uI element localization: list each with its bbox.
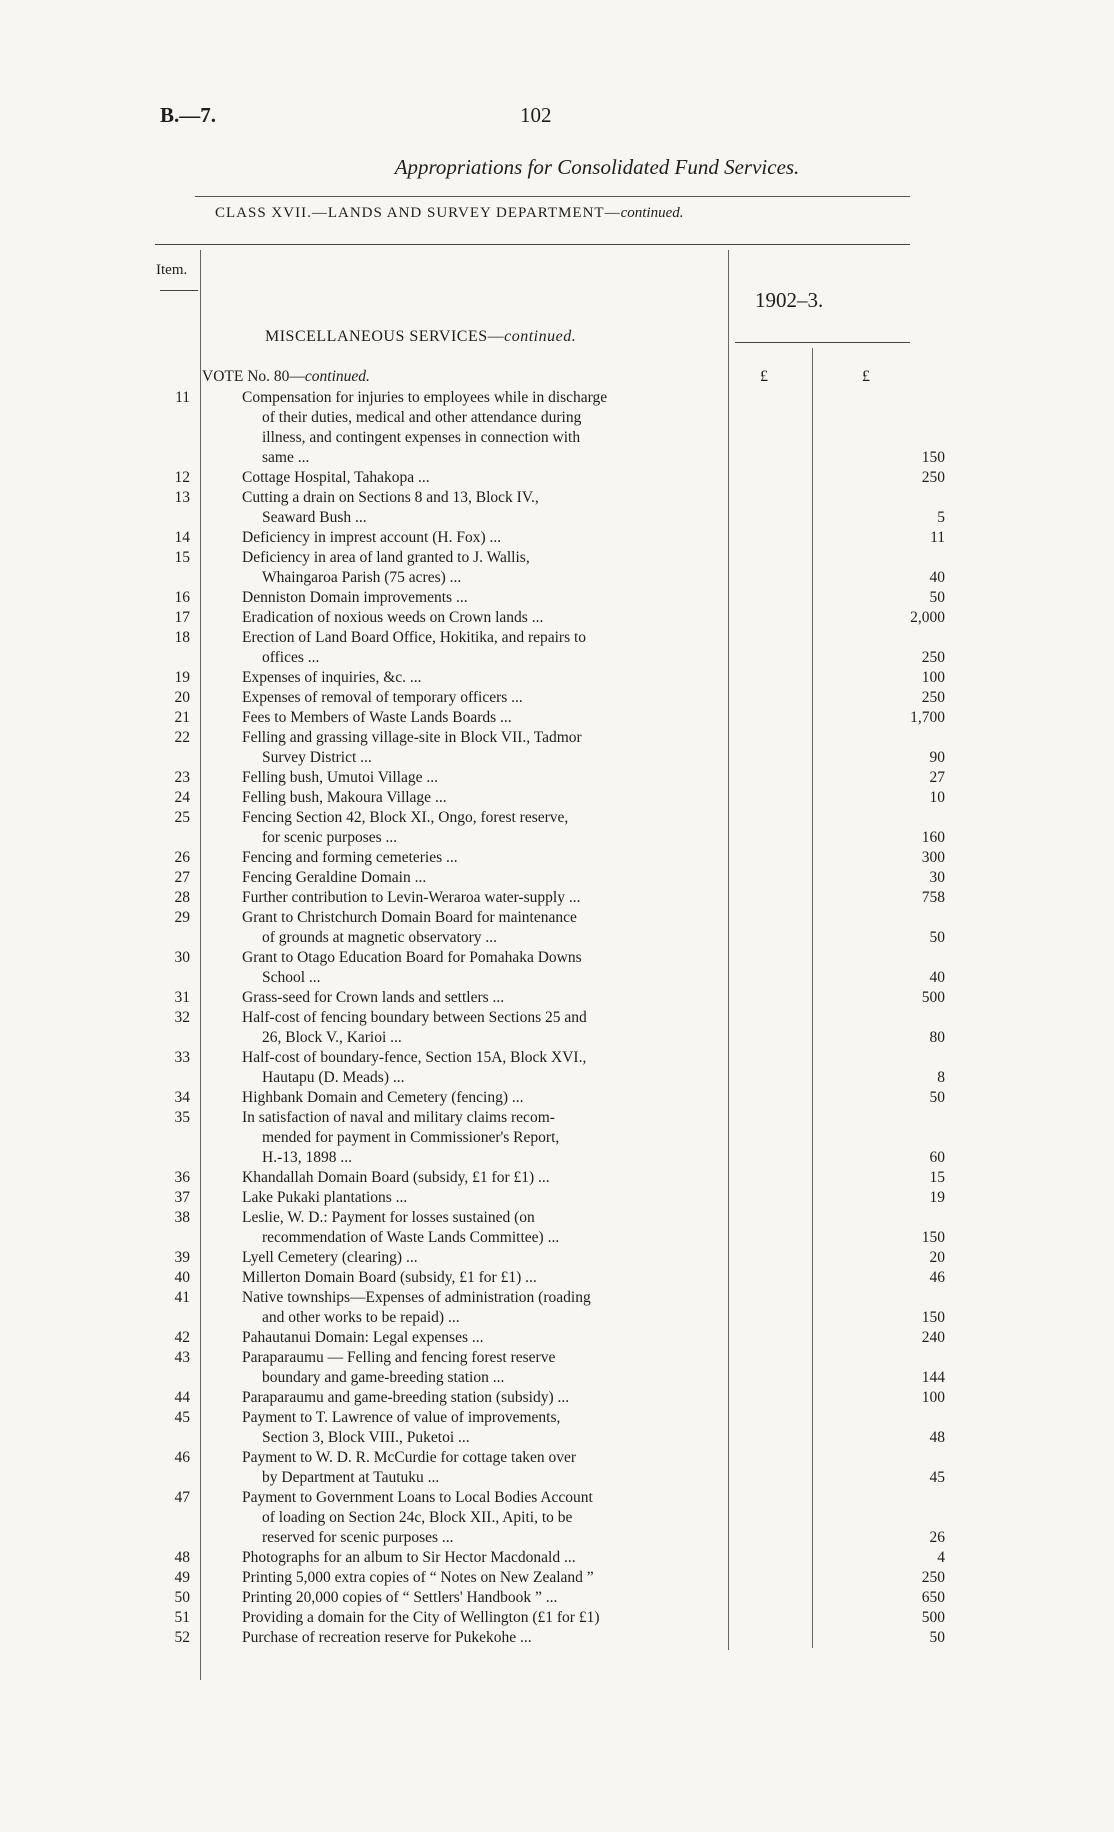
list-item [150,868,945,888]
item-number: 21 [174,709,190,726]
item-description [242,848,872,868]
list-item [150,688,945,708]
list-item [150,1008,945,1048]
item-number: 15 [174,549,190,566]
item-description-line: Fees to Members of Waste Lands Boards ... [242,709,512,726]
item-amount: 40 [929,969,945,986]
divider [155,244,910,245]
item-description [242,1208,872,1248]
item-number: 51 [174,1609,190,1626]
item-amount: 100 [921,1389,945,1406]
list-item [150,1568,945,1588]
item-amount: 30 [929,869,945,886]
list-item [150,1608,945,1628]
item-description-line: H.-13, 1898 ... [262,1149,352,1166]
list-item [150,668,945,688]
item-number: 52 [174,1629,190,1646]
item-description-line: boundary and game-breeding station ... [262,1369,505,1386]
item-number: 16 [174,589,190,606]
item-amount: 5 [937,509,945,526]
list-item [150,1388,945,1408]
list-item [150,768,945,788]
item-amount: 500 [921,1609,945,1626]
item-description [242,1168,872,1188]
item-amount: 45 [929,1469,945,1486]
item-amount: 4 [937,1549,945,1566]
item-description-line: Eradication of noxious weeds on Crown lands ... [242,609,544,626]
item-amount: 144 [921,1369,945,1386]
item-description [242,1588,872,1608]
list-item [150,948,945,988]
list-item [150,1088,945,1108]
item-column-header: Item. [156,262,188,278]
list-item [150,1048,945,1088]
item-description [242,948,872,988]
item-description-line: Whaingaroa Parish (75 acres) ... [262,569,462,586]
item-number: 20 [174,689,190,706]
item-description-line: Expenses of removal of temporary officers ... [242,689,523,706]
item-amount: 2,000 [910,609,945,626]
item-description-line: Photographs for an album to Sir Hector Macdonald ... [242,1549,576,1566]
list-item [150,548,945,588]
item-description [242,1328,872,1348]
list-item [150,1588,945,1608]
currency-header: £ [862,368,870,385]
item-amount: 80 [929,1029,945,1046]
item-number: 18 [174,629,190,646]
item-amount: 50 [929,589,945,606]
class-heading [215,205,683,222]
year-heading: 1902–3. [755,288,824,312]
item-amount: 15 [929,1169,945,1186]
item-description-line: illness, and contingent expenses in connection with [262,429,581,446]
item-number: 31 [174,989,190,1006]
item-description [242,1088,872,1108]
item-number: 24 [174,789,190,806]
item-description [242,988,872,1008]
list-item [150,1548,945,1568]
item-number: 37 [174,1189,190,1206]
item-number: 22 [174,729,190,746]
item-description-line: Deficiency in imprest account (H. Fox) ... [242,529,502,546]
item-amount: 8 [937,1069,945,1086]
item-description [242,628,872,668]
item-description-line: Hautapu (D. Meads) ... [262,1069,405,1086]
item-amount: 250 [921,469,945,486]
item-description [242,608,872,628]
list-item [150,1168,945,1188]
class-heading-text: CLASS XVII.—LANDS AND SURVEY DEPARTMENT— [215,205,621,221]
item-description [242,488,872,528]
item-amount: 50 [929,929,945,946]
item-amount: 27 [929,769,945,786]
document-ref: B.—7. [160,103,217,127]
item-number: 26 [174,849,190,866]
item-description-line: Paraparaumu — Felling and fencing forest reserve [242,1349,556,1366]
item-amount: 46 [929,1269,945,1286]
item-description-line: Denniston Domain improvements ... [242,589,468,606]
item-description-line: Cutting a drain on Sections 8 and 13, Block IV., [242,489,539,506]
vote-heading [202,368,370,386]
item-number: 17 [174,609,190,626]
item-description [242,1108,872,1168]
item-number: 27 [174,869,190,886]
item-description-line: for scenic purposes ... [262,829,398,846]
page-number: 102 [520,103,552,127]
item-description [242,1048,872,1088]
item-description-line: Felling bush, Makoura Village ... [242,789,447,806]
item-number: 23 [174,769,190,786]
page-title: Appropriations for Consolidated Fund Services. [394,155,800,179]
item-description [242,468,872,488]
item-amount: 500 [921,989,945,1006]
item-amount: 100 [921,669,945,686]
item-amount: 60 [929,1149,945,1166]
item-amount: 11 [930,529,945,546]
item-description-line: Fencing Section 42, Block XI., Ongo, forest reserve, [242,809,569,826]
item-number: 19 [174,669,190,686]
item-description-line: Section 3, Block VIII., Puketoi ... [262,1429,470,1446]
item-description-line: Deficiency in area of land granted to J. Wallis, [242,549,530,566]
item-description-line: Khandallah Domain Board (subsidy, £1 for £1) ... [242,1169,550,1186]
item-description-line: of their duties, medical and other attendance during [262,409,582,426]
item-amount: 10 [929,789,945,806]
item-description [242,708,872,728]
item-amount: 250 [921,649,945,666]
divider [195,196,910,197]
item-description-line: Printing 20,000 copies of “ Settlers' Handbook ” ... [242,1589,558,1606]
item-amount: 250 [921,1569,945,1586]
item-number: 43 [174,1349,190,1366]
item-number: 34 [174,1089,190,1106]
item-number: 11 [175,389,190,406]
item-description-line: Expenses of inquiries, &c. ... [242,669,422,686]
item-description-line: offices ... [262,649,320,666]
divider [160,290,198,291]
list-item [150,628,945,668]
item-number: 12 [174,469,190,486]
item-description-line: Printing 5,000 extra copies of “ Notes on New Zealand ” [242,1569,594,1586]
class-heading-suffix: continued. [620,205,684,221]
item-amount: 50 [929,1089,945,1106]
divider [735,342,910,343]
item-description-line: Providing a domain for the City of Wellington (£1 for £1) [242,1609,600,1626]
list-item [150,1268,945,1288]
item-description [242,888,872,908]
list-item [150,848,945,868]
item-description-line: recommendation of Waste Lands Committee) ... [262,1229,560,1246]
item-description-line: Pahautanui Domain: Legal expenses ... [242,1329,484,1346]
item-number: 47 [174,1489,190,1506]
section-heading-suffix: continued. [504,328,577,345]
item-description-line: Survey District ... [262,749,372,766]
item-number: 42 [174,1329,190,1346]
item-amount: 160 [921,829,945,846]
item-number: 39 [174,1249,190,1266]
list-item [150,388,945,468]
item-number: 41 [174,1289,190,1306]
item-description-line: of loading on Section 24c, Block XII., Apiti, to be [262,1509,573,1526]
item-description-line: Fencing and forming cemeteries ... [242,849,458,866]
item-amount: 90 [929,749,945,766]
list-item [150,1628,945,1648]
item-number: 25 [174,809,190,826]
list-item [150,728,945,768]
list-item [150,1448,945,1488]
item-description-line: and other works to be repaid) ... [262,1309,460,1326]
item-description-line: Further contribution to Levin-Weraroa water-supply ... [242,889,581,906]
list-item [150,468,945,488]
item-number: 28 [174,889,190,906]
item-description [242,1608,872,1628]
item-description [242,1548,872,1568]
list-item [150,988,945,1008]
section-heading [265,328,576,346]
item-description-line: by Department at Tautuku ... [262,1469,440,1486]
item-description-line: Millerton Domain Board (subsidy, £1 for £1) ... [242,1269,537,1286]
item-description-line: Payment to Government Loans to Local Bodies Account [242,1489,593,1506]
item-description-line: Seaward Bush ... [262,509,367,526]
item-amount: 40 [929,569,945,586]
item-description [242,1348,872,1388]
item-number: 50 [174,1589,190,1606]
item-description-line: Native townships—Expenses of administration (roading [242,1289,591,1306]
list-item [150,1188,945,1208]
item-description-line: Highbank Domain and Cemetery (fencing) ... [242,1089,524,1106]
item-amount: 50 [929,1629,945,1646]
item-number: 29 [174,909,190,926]
item-description [242,1188,872,1208]
item-description [242,688,872,708]
item-amount: 26 [929,1529,945,1546]
item-description-line: Cottage Hospital, Tahakopa ... [242,469,430,486]
item-amount: 150 [921,449,945,466]
item-description [242,1268,872,1288]
item-amount: 20 [929,1249,945,1266]
item-number: 38 [174,1209,190,1226]
item-description-line: Grass-seed for Crown lands and settlers ... [242,989,505,1006]
item-description-line: Half-cost of fencing boundary between Sections 25 and [242,1009,587,1026]
item-description-line: same ... [262,449,310,466]
item-description [242,1448,872,1488]
item-description [242,388,872,468]
list-item [150,1288,945,1328]
item-description-line: Lake Pukaki plantations ... [242,1189,408,1206]
item-description [242,868,872,888]
item-amount: 150 [921,1309,945,1326]
item-description-line: of grounds at magnetic observatory ... [262,929,498,946]
item-description [242,588,872,608]
item-description [242,668,872,688]
item-description-line: Lyell Cemetery (clearing) ... [242,1249,418,1266]
item-amount: 240 [921,1329,945,1346]
item-description-line: Half-cost of boundary-fence, Section 15A, Block XVI., [242,1049,587,1066]
list-item [150,1488,945,1548]
item-description [242,908,872,948]
item-description-line: Leslie, W. D.: Payment for losses sustained (on [242,1209,535,1226]
item-description-line: Payment to W. D. R. McCurdie for cottage taken over [242,1449,577,1466]
item-description [242,1248,872,1268]
item-description-line: Felling bush, Umutoi Village ... [242,769,438,786]
item-description-line: 26, Block V., Karioi ... [262,1029,402,1046]
list-item [150,888,945,908]
list-item [150,1348,945,1388]
item-description [242,1488,872,1548]
item-description-line: Paraparaumu and game-breeding station (subsidy) ... [242,1389,570,1406]
item-number: 36 [174,1169,190,1186]
item-description-line: Compensation for injuries to employees while in discharge [242,389,608,406]
item-description [242,528,872,548]
item-description [242,788,872,808]
item-amount: 300 [921,849,945,866]
section-heading-text: MISCELLANEOUS SERVICES— [265,328,505,345]
list-item [150,1408,945,1448]
item-description [242,728,872,768]
list-item [150,708,945,728]
list-item [150,588,945,608]
list-item [150,808,945,848]
item-description [242,1568,872,1588]
item-amount: 48 [929,1429,945,1446]
item-description [242,768,872,788]
list-item [150,608,945,628]
list-item [150,528,945,548]
item-amount: 250 [921,689,945,706]
currency-header: £ [760,368,768,385]
vote-heading-suffix: continued. [304,368,370,385]
list-item [150,1248,945,1268]
list-item [150,488,945,528]
item-number: 48 [174,1549,190,1566]
item-description [242,808,872,848]
item-description-line: Felling and grassing village-site in Block VII., Tadmor [242,729,582,746]
list-item [150,908,945,948]
item-number: 45 [174,1409,190,1426]
item-number: 14 [174,529,190,546]
item-description [242,1008,872,1048]
item-description [242,1628,872,1648]
list-item [150,788,945,808]
item-description-line: reserved for scenic purposes ... [262,1529,454,1546]
item-description [242,1408,872,1448]
item-amount: 650 [921,1589,945,1606]
item-description-line: Purchase of recreation reserve for Pukekohe ... [242,1629,532,1646]
item-number: 33 [174,1049,190,1066]
item-description-line: mended for payment in Commissioner's Report, [262,1129,560,1146]
item-description [242,548,872,588]
item-amount: 758 [921,889,945,906]
item-number: 49 [174,1569,190,1586]
item-number: 32 [174,1009,190,1026]
item-description-line: In satisfaction of naval and military claims recom- [242,1109,555,1126]
item-amount: 19 [929,1189,945,1206]
item-number: 44 [174,1389,190,1406]
item-description-line: Fencing Geraldine Domain ... [242,869,427,886]
list-item [150,1108,945,1168]
item-number: 35 [174,1109,190,1126]
item-description-line: Erection of Land Board Office, Hokitika, and repairs to [242,629,587,646]
item-number: 30 [174,949,190,966]
item-description-line: Grant to Otago Education Board for Pomahaka Downs [242,949,582,966]
item-amount: 1,700 [910,709,945,726]
item-number: 46 [174,1449,190,1466]
item-description [242,1388,872,1408]
item-description-line: School ... [262,969,321,986]
vote-heading-text: VOTE No. 80— [202,368,305,385]
item-description-line: Grant to Christchurch Domain Board for maintenance [242,909,577,926]
item-number: 13 [174,489,190,506]
list-item [150,1208,945,1248]
list-item [150,1328,945,1348]
item-description [242,1288,872,1328]
item-amount: 150 [921,1229,945,1246]
item-description-line: Payment to T. Lawrence of value of improvements, [242,1409,561,1426]
item-number: 40 [174,1269,190,1286]
